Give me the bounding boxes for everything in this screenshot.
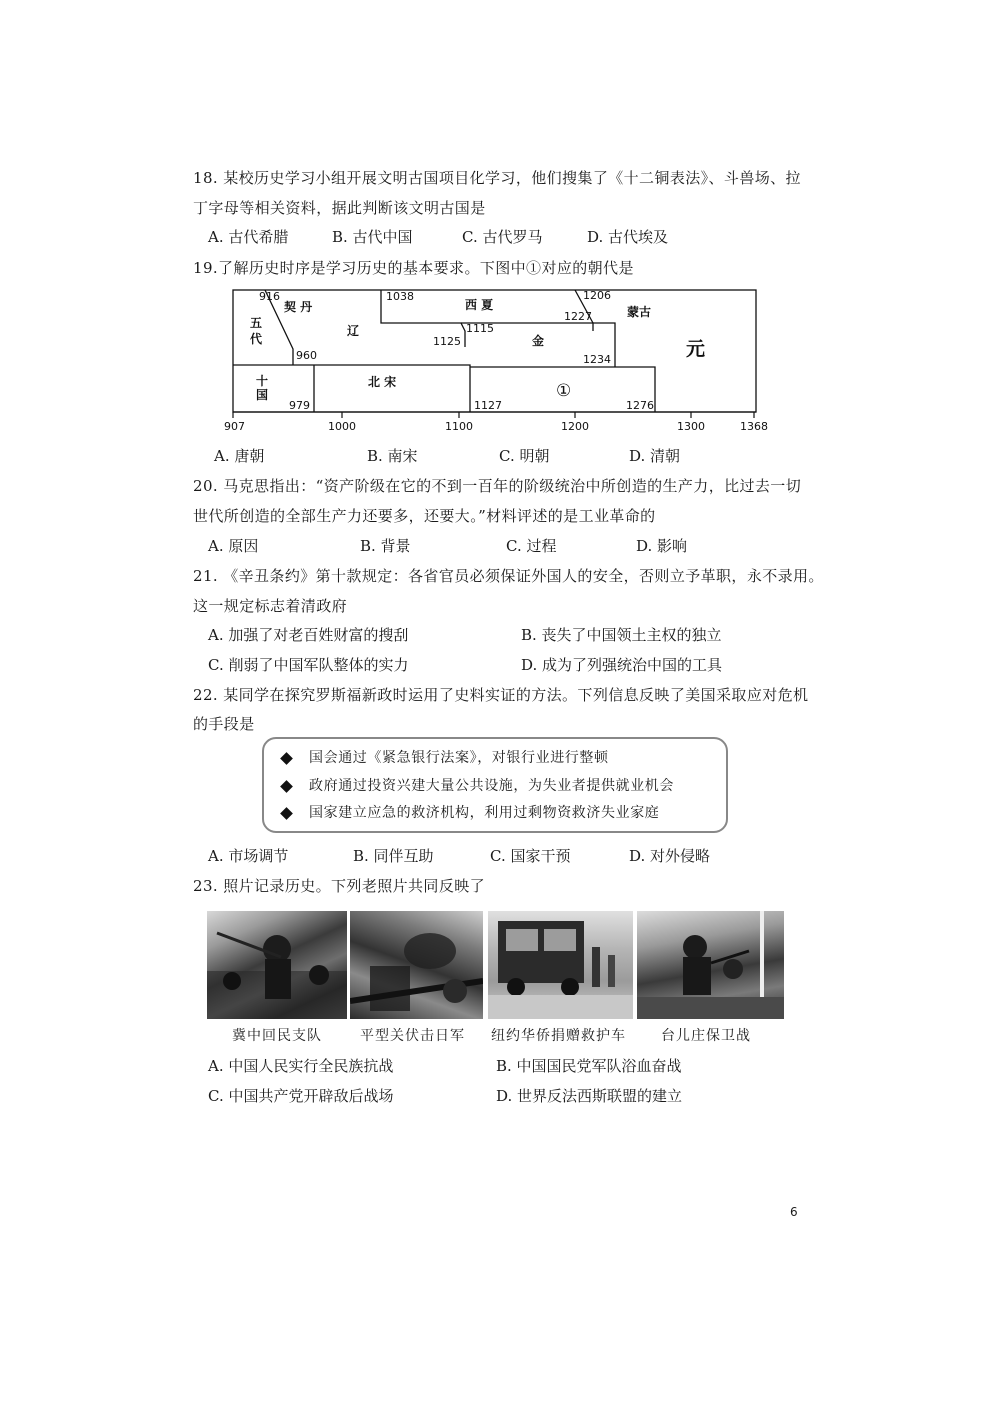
q22-bullet-text: 政府通过投资兴建大量公共设施，为失业者提供就业机会 xyxy=(309,778,674,794)
year-1206: 1206 xyxy=(583,289,611,302)
q22-option-a: A. 市场调节 xyxy=(208,847,289,865)
q22-line1: 22. 某同学在探究罗斯福新政时运用了史料实证的方法。下列信息反映了美国采取应对危机 xyxy=(193,686,809,704)
q23-line1: 23. 照片记录历史。下列老照片共同反映了 xyxy=(193,877,486,895)
year-1234: 1234 xyxy=(583,353,611,366)
photo-soldiers-running-graphic xyxy=(637,911,784,1019)
year-1125: 1125 xyxy=(433,335,461,348)
region-beisong: 北 宋 xyxy=(368,375,397,389)
q23-option-d: D. 世界反法西斯联盟的建立 xyxy=(496,1087,683,1105)
photo-caption-2: 平型关伏击日军 xyxy=(360,1028,465,1044)
region-shiguo-1: 十 xyxy=(256,374,269,388)
region-wudai-2: 代 xyxy=(250,332,263,346)
region-liao: 辽 xyxy=(347,324,360,338)
axis-label-1368: 1368 xyxy=(740,420,768,433)
q21-line2: 这一规定标志着清政府 xyxy=(193,597,348,615)
q21-option-a: A. 加强了对老百姓财富的搜刮 xyxy=(208,626,409,644)
q20-option-c: C. 过程 xyxy=(506,537,557,555)
q22-line2: 的手段是 xyxy=(193,715,255,733)
q18-line2: 丁字母等相关资料，据此判断该文明古国是 xyxy=(193,199,486,217)
q20-line2: 世代所创造的全部生产力还要多，还要大。”材料评述的是工业革命的 xyxy=(193,507,656,525)
region-yuan: 元 xyxy=(686,338,706,360)
photo-taierzhuang-battle xyxy=(637,911,784,1019)
diamond-bullet-icon xyxy=(280,752,293,765)
q22-bullet-text: 国会通过《紧急银行法案》，对银行业进行整顿 xyxy=(309,750,609,766)
year-960: 960 xyxy=(296,349,317,362)
photo-huimin-detachment xyxy=(207,911,347,1019)
page-number: 6 xyxy=(790,1205,798,1219)
photo-ambulance-donation xyxy=(488,911,633,1019)
year-1127: 1127 xyxy=(474,399,502,412)
q20-option-d: D. 影响 xyxy=(636,537,688,555)
photo-caption-3: 纽约华侨捐赠救护车 xyxy=(491,1028,626,1044)
q23-option-a: A. 中国人民实行全民族抗战 xyxy=(208,1057,394,1075)
q18-option-b: B. 古代中国 xyxy=(332,228,413,246)
photo-caption-4: 台儿庄保卫战 xyxy=(661,1028,751,1044)
q20-line1: 20. 马克思指出：“资产阶级在它的不到一百年的阶级统治中所创造的生产力，比过去一切 xyxy=(193,477,802,495)
region-shiguo-2: 国 xyxy=(256,388,269,402)
year-1115: 1115 xyxy=(466,322,494,335)
region-jin: 金 xyxy=(532,334,545,348)
year-1276: 1276 xyxy=(626,399,654,412)
region-wudai-1: 五 xyxy=(250,316,263,330)
diamond-bullet-icon xyxy=(280,807,293,820)
q23-option-c: C. 中国共产党开辟敌后战场 xyxy=(208,1087,394,1105)
q20-option-b: B. 背景 xyxy=(360,537,411,555)
year-1227: 1227 xyxy=(564,310,592,323)
photo-battle-graphic xyxy=(350,911,483,1019)
photo-ambulance-graphic xyxy=(488,911,633,1019)
q19-option-a: A. 唐朝 xyxy=(214,447,265,465)
q18-option-a: A. 古代希腊 xyxy=(208,228,289,246)
q21-option-d: D. 成为了列强统治中国的工具 xyxy=(521,656,723,674)
axis-label-1000: 1000 xyxy=(328,420,356,433)
q21-line1: 21. 《辛丑条约》第十款规定：各省官员必须保证外国人的安全，否则立予革职，永不录用。 xyxy=(193,567,824,585)
q22-bullet-1 xyxy=(282,748,609,768)
year-979: 979 xyxy=(289,399,310,412)
q20-option-a: A. 原因 xyxy=(208,537,259,555)
diamond-bullet-icon xyxy=(280,780,293,793)
q18-option-d: D. 古代埃及 xyxy=(587,228,669,246)
axis-label-1200: 1200 xyxy=(561,420,589,433)
photo-soldiers-graphic xyxy=(207,911,347,1019)
q22-option-c: C. 国家干预 xyxy=(490,847,571,865)
q19-line1: 19.了解历史时序是学习历史的基本要求。下图中①对应的朝代是 xyxy=(193,259,634,277)
axis-label-1300: 1300 xyxy=(677,420,705,433)
q22-bullet-3 xyxy=(282,803,659,823)
q22-option-d: D. 对外侵略 xyxy=(629,847,711,865)
q19-option-c: C. 明朝 xyxy=(499,447,550,465)
year-916: 916 xyxy=(259,290,280,303)
region-circle-1: ① xyxy=(556,381,572,401)
axis-label-1100: 1100 xyxy=(445,420,473,433)
q22-bullet-text: 国家建立应急的救济机构，利用过剩物资救济失业家庭 xyxy=(309,805,660,821)
year-1038: 1038 xyxy=(386,290,414,303)
dynasty-timeline-chart xyxy=(222,283,782,435)
axis-label-907: 907 xyxy=(224,420,245,433)
timeline-axis xyxy=(233,412,756,418)
q18-line1: 18. 某校历史学习小组开展文明古国项目化学习，他们搜集了《十二铜表法》、斗兽场、拉 xyxy=(193,169,801,187)
photo-caption-1: 冀中回民支队 xyxy=(232,1028,322,1044)
q23-option-b: B. 中国国民党军队浴血奋战 xyxy=(496,1057,682,1075)
q21-option-b: B. 丧失了中国领土主权的独立 xyxy=(521,626,722,644)
q21-option-c: C. 削弱了中国军队整体的实力 xyxy=(208,656,409,674)
photo-pingxingguan-ambush xyxy=(350,911,483,1019)
region-xixia: 西 夏 xyxy=(465,298,494,312)
region-menggu: 蒙古 xyxy=(627,305,652,319)
q19-option-d: D. 清朝 xyxy=(629,447,681,465)
q22-bullet-2 xyxy=(282,776,674,796)
q18-option-c: C. 古代罗马 xyxy=(462,228,543,246)
region-qidan: 契 丹 xyxy=(284,300,313,314)
timeline-boundary-north-song xyxy=(233,365,470,412)
q19-option-b: B. 南宋 xyxy=(367,447,418,465)
q22-option-b: B. 同伴互助 xyxy=(353,847,434,865)
